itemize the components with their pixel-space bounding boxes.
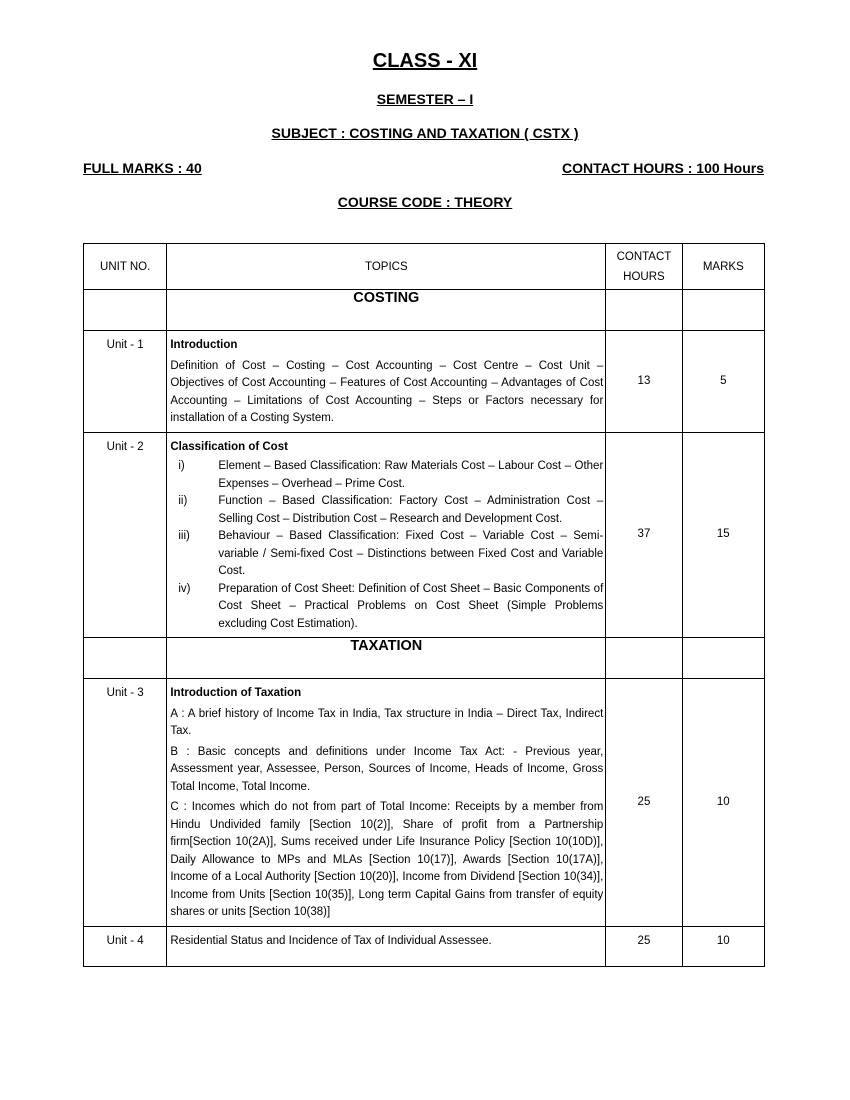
unit-marks: 15 <box>682 432 764 638</box>
unit-topics <box>167 679 606 927</box>
empty-cell <box>682 638 764 679</box>
header-unit: UNIT NO. <box>84 244 167 290</box>
list-item-number: iii) <box>178 530 190 542</box>
table-row-unit-3 <box>84 679 765 927</box>
course-code: COURSE CODE : THEORY <box>337 194 513 210</box>
header-hours-line2: HOURS <box>623 270 665 283</box>
section-title-costing: COSTING <box>167 290 606 331</box>
empty-cell <box>84 638 167 679</box>
unit-topics <box>167 331 606 433</box>
table-header-row <box>84 244 765 290</box>
unit-hours: 37 <box>606 432 682 638</box>
topic-text: C : Incomes which do not from part of Total Income: Receipts by a member from Hindu Undivided family [Section 10(2)], Share of profit from a Partnership firm[Section 10(2A)], Sums received under Life Insurance Policy [Section 10(10D)], Daily Allowance to MPs and MLAs [Section 10(17)], Awards [Section 10(17A)], Income of a Local Authority [Section 10(20)], Income from Dividend [Section 10(34)], Income from Units [Section 10(35)], Long term Capital Gains from transfer of equity shares or units [Section 10(38)] <box>170 801 604 918</box>
unit-marks: 10 <box>682 926 764 966</box>
header-topics: TOPICS <box>167 244 606 290</box>
unit-number: Unit - 3 <box>84 679 167 927</box>
syllabus-table <box>83 243 765 967</box>
header-contact-hours <box>606 244 682 290</box>
list-item <box>170 581 603 634</box>
unit-number: Unit - 4 <box>84 926 167 966</box>
list-item <box>170 528 603 581</box>
full-marks: FULL MARKS : 40 <box>83 160 202 176</box>
contact-hours: CONTACT HOURS : 100 Hours <box>562 160 764 176</box>
subject-title: SUBJECT : COSTING AND TAXATION ( CSTX ) <box>271 125 579 141</box>
list-item-text: Preparation of Cost Sheet: Definition of Cost Sheet – Basic Components of Cost Sheet – Practical Problems on Cost Sheet (Simple Problems excluding Cost Estimation). <box>218 582 604 630</box>
section-row-costing <box>84 290 765 331</box>
topic-text: A : A brief history of Income Tax in India, Tax structure in India – Direct Tax, Indirect Tax. <box>170 707 604 737</box>
list-item <box>170 458 603 493</box>
empty-cell <box>606 290 682 331</box>
unit-marks: 5 <box>682 331 764 433</box>
semester-title: SEMESTER – I <box>376 91 474 107</box>
topic-text: B : Basic concepts and definitions under Income Tax Act: - Previous year, Assessment year, Assessee, Person, Sources of Income, Heads of Income, Gross Total Income, Total Income. <box>170 745 604 793</box>
list-item-text: Element – Based Classification: Raw Materials Cost – Labour Cost – Other Expenses – Overhead – Prime Cost. <box>218 460 604 490</box>
list-item <box>170 493 603 528</box>
topic-text: Definition of Cost – Costing – Cost Accounting – Cost Centre – Cost Unit – Objectives of Cost Accounting – Features of Cost Accounting – Advantages of Cost Accounting – Limitations of Cost Accounting – Steps or Factors necessary for installation of a Costing System. <box>170 359 604 424</box>
list-item-number: iv) <box>178 582 191 595</box>
table-row-unit-2 <box>84 432 765 638</box>
empty-cell <box>682 290 764 331</box>
unit-hours: 13 <box>606 331 682 433</box>
list-item-number: ii) <box>178 495 188 507</box>
section-title-taxation: TAXATION <box>167 638 606 679</box>
section-row-taxation <box>84 638 765 679</box>
topic-heading: Introduction <box>170 339 238 351</box>
topic-heading: Introduction of Taxation <box>170 687 302 699</box>
header-marks: MARKS <box>682 244 764 290</box>
list-item-text: Function – Based Classification: Factory Cost – Administration Cost – Selling Cost – Distribution Cost – Research and Development Cost. <box>218 495 604 525</box>
table-row-unit-1 <box>84 331 765 433</box>
unit-hours: 25 <box>606 679 682 927</box>
topic-text: Residential Status and Incidence of Tax of Individual Assessee. <box>170 934 492 947</box>
unit-number: Unit - 2 <box>84 432 167 638</box>
unit-topics <box>167 432 606 638</box>
header-hours-line1: CONTACT <box>616 250 672 263</box>
empty-cell <box>606 638 682 679</box>
unit-number: Unit - 1 <box>84 331 167 433</box>
unit-hours: 25 <box>606 926 682 966</box>
empty-cell <box>84 290 167 331</box>
list-item-text: Behaviour – Based Classification: Fixed Cost – Variable Cost – Semi-variable / Semi-fixed Cost – Distinctions between Fixed Cost and Variable Cost. <box>218 530 604 577</box>
list-item-number: i) <box>178 460 185 472</box>
table-row-unit-4 <box>84 926 765 966</box>
topic-heading: Classification of Cost <box>170 440 288 453</box>
class-title: CLASS - XI <box>372 50 478 72</box>
unit-marks: 10 <box>682 679 764 927</box>
unit-topics <box>167 926 606 966</box>
